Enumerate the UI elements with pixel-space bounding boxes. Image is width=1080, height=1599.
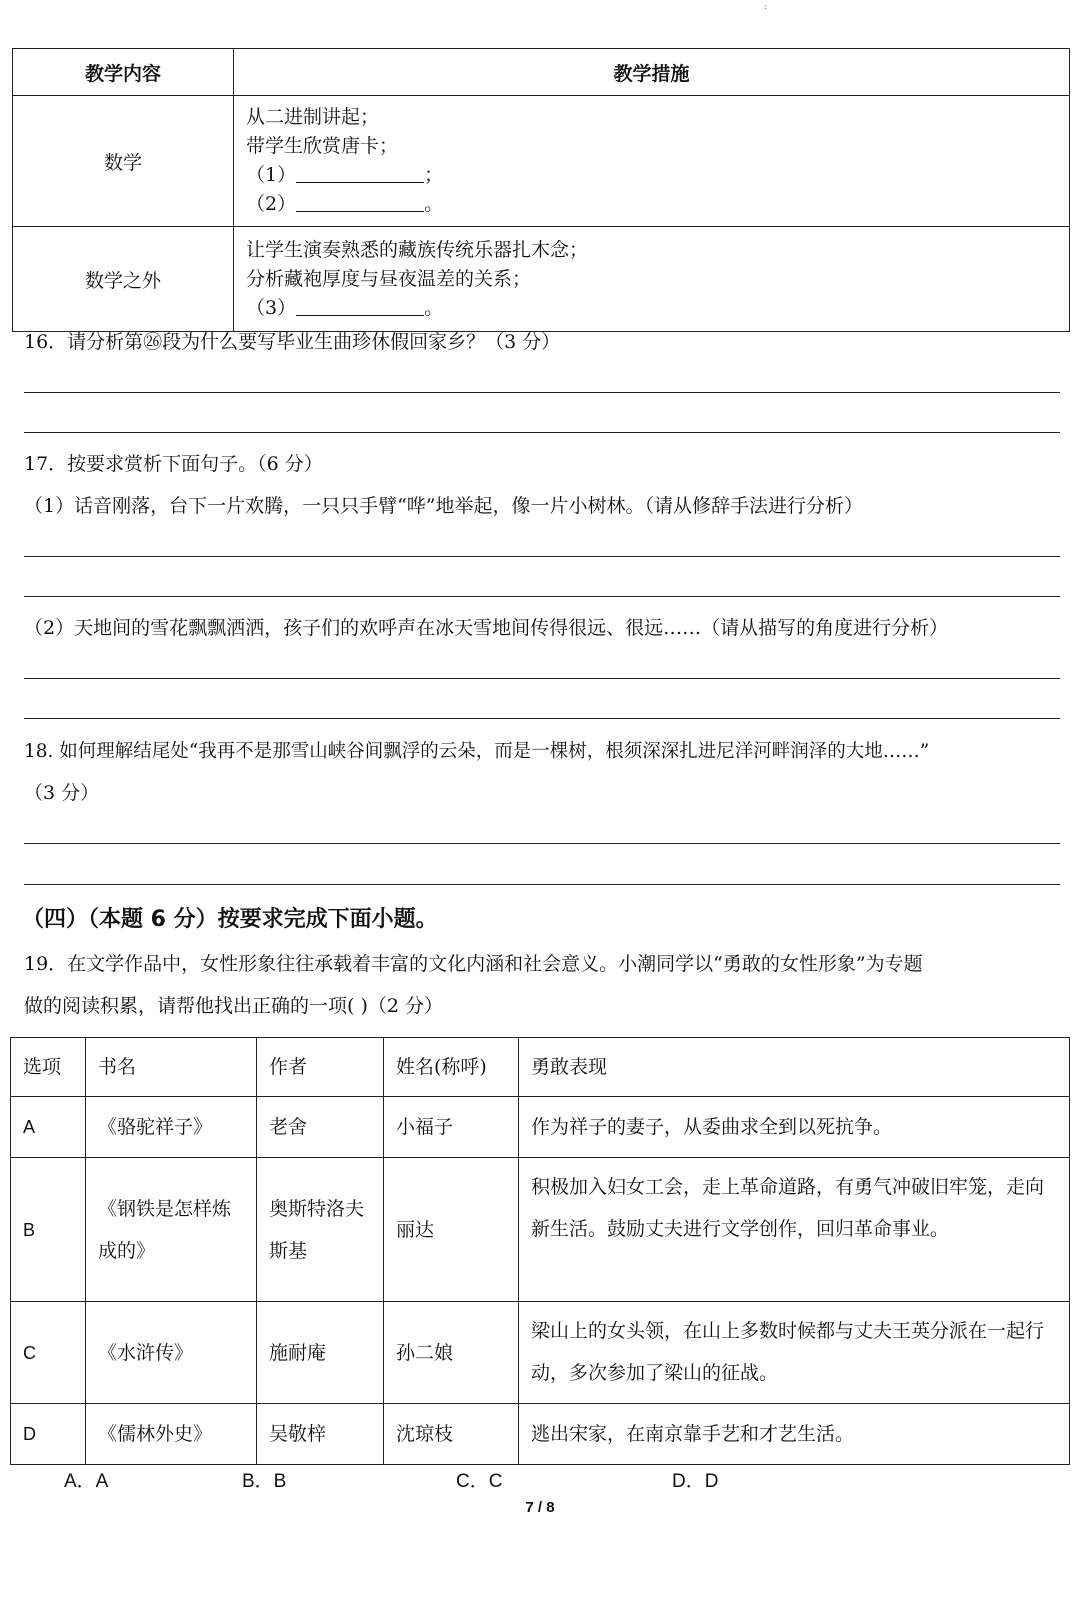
- blank-line-1: （1） ；: [246, 164, 444, 186]
- question-19-line2: 做的阅读积累，请帮他找出正确的一项( )（2 分）: [24, 995, 443, 1017]
- answer-blank-1[interactable]: [296, 164, 424, 183]
- character-name: 孙二娘: [384, 1302, 519, 1404]
- table-row: [11, 1097, 1070, 1158]
- book-title: 《骆驼祥子》: [86, 1097, 257, 1158]
- answer-line[interactable]: [24, 392, 1060, 393]
- character-name: 丽达: [384, 1158, 519, 1302]
- choice-c[interactable]: C．C: [456, 1471, 503, 1492]
- header-option: 选项: [11, 1038, 86, 1097]
- question-18-score: （3 分）: [24, 782, 100, 804]
- table-row: [11, 1302, 1070, 1404]
- row-measures: [234, 96, 1070, 227]
- header-name: 姓名(称呼): [384, 1038, 519, 1097]
- question-17-2: （2）天地间的雪花飘飘洒洒，孩子们的欢呼声在冰天雪地间传得很远、很远……（请从描写的角度进行分析）: [24, 617, 949, 639]
- author: 施耐庵: [257, 1302, 384, 1404]
- measure-line: 分析藏袍厚度与昼夜温差的关系；: [246, 267, 532, 290]
- header-book: 书名: [86, 1038, 257, 1097]
- answer-line[interactable]: [24, 432, 1060, 433]
- table-row: [11, 1404, 1070, 1465]
- answer-line[interactable]: [24, 884, 1060, 885]
- row-label: 数学: [13, 96, 234, 227]
- question-16: 16．请分析第㉖段为什么要写毕业生曲珍休假回家乡？（3 分）: [24, 331, 561, 353]
- brave-deed: 梁山上的女头领，在山上多数时候都与丈夫王英分派在一起行动，多次参加了梁山的征战。: [519, 1302, 1070, 1404]
- answer-line[interactable]: [24, 718, 1060, 719]
- choice-a[interactable]: A．A: [64, 1471, 109, 1492]
- header-measures: 教学措施: [234, 49, 1070, 96]
- answer-line[interactable]: [24, 596, 1060, 597]
- measure-line: 从二进制讲起；: [246, 106, 380, 128]
- header-author: 作者: [257, 1038, 384, 1097]
- corner-marker: :: [764, 2, 767, 11]
- answer-line[interactable]: [24, 556, 1060, 557]
- teaching-row-beyond-math: [13, 227, 1070, 332]
- option-label: A: [11, 1097, 86, 1158]
- author: 吴敬梓: [257, 1404, 384, 1465]
- teaching-row-math: [13, 96, 1070, 227]
- book-title: 《水浒传》: [86, 1302, 257, 1404]
- row-measures: [234, 227, 1070, 332]
- choice-d[interactable]: D．D: [672, 1471, 719, 1492]
- teaching-table: [12, 48, 1070, 332]
- question-19: 19．在文学作品中，女性形象往往承载着丰富的文化内涵和社会意义。小潮同学以“勇敢的女性形象”为专题: [24, 953, 923, 975]
- blank-line-2: （2） 。: [246, 193, 444, 215]
- blank-line-3: （3） 。: [246, 296, 444, 319]
- brave-deed: 逃出宋家，在南京靠手艺和才艺生活。: [519, 1404, 1070, 1465]
- book-table: [10, 1037, 1070, 1465]
- question-17-1: （1）话音刚落，台下一片欢腾，一只只手臂“哗”地举起，像一片小树林。（请从修辞手法进行分析）: [24, 495, 864, 517]
- measure-line: 让学生演奏熟悉的藏族传统乐器扎木念；: [246, 238, 589, 261]
- answer-line[interactable]: [24, 678, 1060, 679]
- book-table-header: [11, 1038, 1070, 1097]
- brave-deed: 作为祥子的妻子，从委曲求全到以死抗争。: [519, 1097, 1070, 1158]
- header-deed: 勇敢表现: [519, 1038, 1070, 1097]
- page-number: 7 / 8: [525, 1499, 555, 1516]
- option-label: D: [11, 1404, 86, 1465]
- teaching-table-header: [13, 49, 1070, 96]
- character-name: 小福子: [384, 1097, 519, 1158]
- book-title: 《儒林外史》: [86, 1404, 257, 1465]
- table-row: [11, 1158, 1070, 1302]
- author: 老舍: [257, 1097, 384, 1158]
- author: 奥斯特洛夫斯基: [257, 1158, 384, 1302]
- answer-blank-3[interactable]: [296, 297, 424, 316]
- option-label: C: [11, 1302, 86, 1404]
- question-18: 18. 如何理解结尾处“我再不是那雪山峡谷间飘浮的云朵，而是一棵树，根须深深扎进尼洋河畔润泽的大地……”: [24, 741, 930, 762]
- choice-b[interactable]: B．B: [242, 1471, 287, 1492]
- option-label: B: [11, 1158, 86, 1302]
- row-label: 数学之外: [13, 227, 234, 332]
- brave-deed: 积极加入妇女工会，走上革命道路，有勇气冲破旧牢笼，走向新生活。鼓励丈夫进行文学创作，回归革命事业。: [519, 1158, 1070, 1302]
- section-4-heading: （四）（本题 6 分）按要求完成下面小题。: [22, 907, 438, 932]
- answer-blank-2[interactable]: [296, 193, 424, 212]
- measure-line: 带学生欣赏唐卡；: [246, 135, 399, 157]
- character-name: 沈琼枝: [384, 1404, 519, 1465]
- answer-line[interactable]: [24, 843, 1060, 844]
- book-title: 《钢铁是怎样炼成的》: [86, 1158, 257, 1302]
- header-content: 教学内容: [13, 49, 234, 96]
- question-17-title: 17．按要求赏析下面句子。（6 分）: [24, 453, 323, 475]
